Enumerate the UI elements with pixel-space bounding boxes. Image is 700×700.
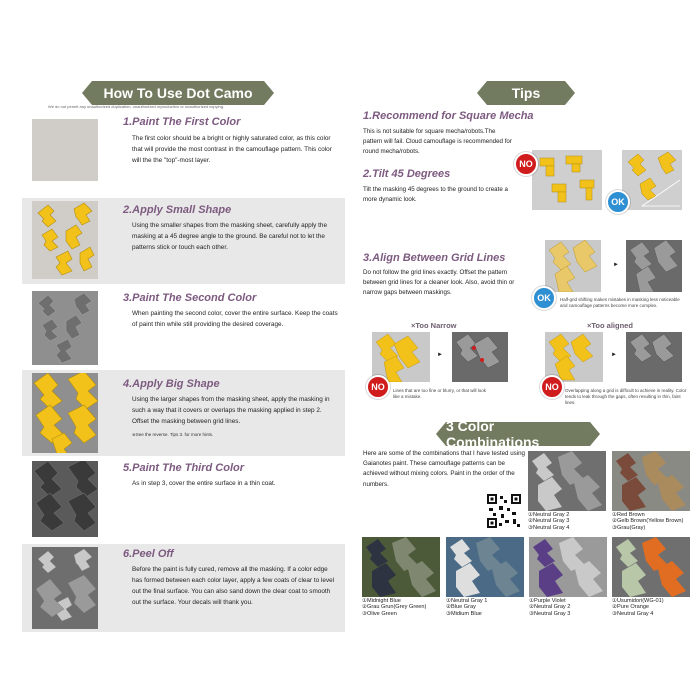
combo-5-swatch	[529, 537, 607, 597]
narrow-arrow-icon: ►	[437, 352, 443, 358]
qr-pattern-icon	[487, 494, 521, 528]
arrow-right-icon: ►	[613, 262, 619, 268]
tip-3-text: Do not follow the grid lines exactly. Offset the pattern between grid lines for a cleaner look. Also, avoid thin or narrow gaps between maskings.	[363, 269, 515, 297]
too-narrow-label: ×Too Narrow	[411, 321, 457, 330]
step-6-title: 6.Peel Off	[123, 548, 174, 560]
combo-1-line-1: ①Neutral Gray 2	[528, 512, 570, 518]
combo-6-line-3: ③Neutral Gray 4	[612, 610, 654, 617]
step-4	[22, 370, 345, 456]
combo-3-line-2: ②Grau Grun(Grey Green)	[362, 604, 427, 611]
combo-2-caption	[612, 512, 683, 531]
combos-banner	[446, 418, 590, 450]
no-badge-icon	[514, 152, 538, 176]
combo-1-caption	[528, 512, 569, 531]
grid-ok-caption: Half-grid shifting makes mistakes in masking less noticeable and camouflage patterns become more complex.	[560, 297, 680, 308]
grid-ok-after-image	[626, 240, 682, 292]
combo-4-swatch	[446, 537, 524, 597]
tip-3-title: 3.Align Between Grid Lines	[363, 252, 506, 264]
copyright-notice: We do not permit any unauthorized duplication, unauthorized reproduction or unauthorized copying.	[48, 104, 225, 109]
combo-6-swatch	[612, 537, 690, 597]
no-badge-label: NO	[519, 159, 533, 169]
camo-pattern-icon	[612, 451, 690, 511]
too-narrow-after-image	[452, 332, 508, 382]
camo-pattern-icon	[612, 537, 690, 597]
aligned-no-badge-icon	[540, 375, 564, 399]
third-color-icon	[32, 461, 98, 537]
step-1-text: The first color should be a bright or highly saturated color, as this color that will provide the most contrast in the camouflage pattern. This color will the the "top"-most layer.	[132, 135, 332, 164]
too-aligned-after-image	[626, 332, 682, 382]
combo-5-line-1: ①Purple Violet	[529, 598, 566, 604]
grid-after-icon	[626, 240, 682, 292]
step-2-swatch	[32, 201, 98, 279]
grid-ok-before-image	[545, 240, 601, 292]
tip-1-title: 1.Recommend for Square Mecha	[363, 110, 534, 122]
second-color-icon	[32, 291, 98, 365]
big-shape-icon	[32, 373, 98, 453]
tilt-ok-image	[622, 150, 682, 210]
tips-banner	[487, 81, 565, 105]
peel-off-icon	[32, 547, 98, 629]
step-6-text: Before the paint is fully cured, remove all the masking. If a color edge has formed between each color layer, apply a few coats of clear to level out the final surface. You can also sand down the clear coat to smooth out the surface. Your decals will thank you.	[132, 566, 335, 606]
step-1-title: 1.Paint The First Color	[123, 116, 241, 128]
square-mecha-no-image	[532, 150, 602, 210]
tilt-pattern-icon	[622, 150, 682, 210]
too-narrow-caption: Lines that are too fine or blurry, or that will look like a mistake.	[393, 388, 486, 399]
narrow-no-badge-icon	[366, 375, 390, 399]
combos-title: 3 Color Combinations	[446, 418, 540, 450]
grid-ok-badge-label: OK	[537, 293, 551, 303]
combo-5-line-3: ③Neutral Gray 3	[529, 610, 571, 617]
combo-4-line-1: ①Neutral Gray 1	[446, 598, 488, 604]
narrow-no-badge-label: NO	[371, 382, 385, 392]
step-2-text: Using the smaller shapes from the masking sheet, carefully apply the masking at a 45 degree angle to the ground. Be careful not to let the patterns stick or touch each other.	[132, 222, 328, 251]
narrow-after-icon	[452, 332, 508, 382]
how-to-banner	[92, 81, 264, 105]
combo-5-line-2: ②Neutral Gray 2	[529, 604, 571, 611]
aligned-after-icon	[626, 332, 682, 382]
step-3-text: When painting the second color, cover the entire surface. Keep the coats of paint thin while still providing the desired coverage.	[132, 310, 338, 328]
combo-1-line-2: ②Neutral Gray 3	[528, 518, 570, 525]
combo-3-caption	[362, 598, 426, 617]
tip-1-text: This is not suitable for square mecha/robots.The pattern will fail. Cloud camouflage is recommended for round mecha/robots.	[363, 128, 512, 156]
square-pattern-icon	[532, 150, 602, 210]
step-1	[22, 116, 345, 180]
camo-pattern-icon	[529, 537, 607, 597]
aligned-no-badge-label: NO	[545, 382, 559, 392]
combo-6-line-2: ②Pure Orange	[612, 604, 650, 611]
how-to-title: How To Use Dot Camo	[103, 85, 253, 101]
step-5-title: 5.Paint The Third Color	[123, 462, 245, 474]
combo-2-line-3: ③Grau(Gray)	[612, 524, 646, 531]
step-3-title: 3.Paint The Second Color	[123, 292, 257, 304]
too-aligned-label: ×Too aligned	[587, 321, 633, 330]
camo-pattern-icon	[446, 537, 524, 597]
tips-title: Tips	[511, 85, 541, 101]
ok-badge-icon	[606, 190, 630, 214]
combo-2-line-1: ①Red Brown	[612, 512, 645, 518]
combos-text: Here are some of the combinations that I have tested using Gaianotes paint. These camouflage patterns can be achieved without mixing colors. Paint in the order of the numbers.	[363, 450, 525, 488]
combo-4-line-2: ②Blue Gray	[446, 604, 476, 611]
combo-4-line-3: ③Midium Blue	[446, 610, 482, 617]
tip-2-title: 2.Tilt 45 Degrees	[363, 168, 451, 180]
grid-before-icon	[545, 240, 601, 292]
step-6	[22, 544, 345, 632]
step-5	[22, 458, 345, 538]
step-4-text: Using the larger shapes from the masking sheet, apply the masking in such a way that it covers or overlaps the masking applied in step 2. Offset the masking between grid lines.	[132, 396, 330, 425]
too-aligned-caption: Overlapping along a grid is difficult to achieve in reality. Color tends to leak through the gaps, often resulting in thin, faint lines.	[565, 388, 687, 405]
combo-1-line-3: ③Neutral Gray 4	[528, 524, 570, 531]
combo-6-line-1: ①Usumidori(WG-01)	[612, 598, 664, 604]
combo-3-swatch	[362, 537, 440, 597]
small-shape-icon	[32, 201, 98, 279]
combo-1-swatch	[528, 451, 606, 511]
combo-3-line-1: ①Midnight Blue	[362, 598, 401, 604]
qr-code-icon	[487, 494, 521, 528]
combo-6-caption	[612, 598, 664, 617]
step-4-title: 4.Apply Big Shape	[123, 378, 220, 390]
step-2-title: 2.Apply Small Shape	[123, 204, 232, 216]
step-3-swatch	[32, 291, 98, 365]
grid-ok-badge-icon	[532, 286, 556, 310]
camo-pattern-icon	[528, 451, 606, 511]
combo-3-line-3: ③Olive Green	[362, 610, 397, 617]
step-3	[22, 288, 345, 366]
step-2	[22, 198, 345, 284]
combo-2-swatch	[612, 451, 690, 511]
step-4-note: ※See the reverse. Tips 3. for more hints.	[132, 432, 214, 437]
combo-2-line-2: ②Gelb Brown(Yellow Brown)	[612, 518, 684, 525]
step-5-text: As in step 3, cover the entire surface in a thin coat.	[132, 480, 276, 487]
step-1-swatch	[32, 119, 98, 181]
step-6-swatch	[32, 547, 98, 629]
camo-pattern-icon	[362, 537, 440, 597]
combo-5-caption	[529, 598, 570, 617]
tip-2-text: Tilt the masking 45 degrees to the ground to create a more dynamic look.	[363, 186, 508, 204]
step-5-swatch	[32, 461, 98, 537]
aligned-arrow-icon: ►	[611, 352, 617, 358]
step-4-swatch	[32, 373, 98, 453]
combo-4-caption	[446, 598, 487, 617]
ok-badge-label: OK	[611, 197, 625, 207]
